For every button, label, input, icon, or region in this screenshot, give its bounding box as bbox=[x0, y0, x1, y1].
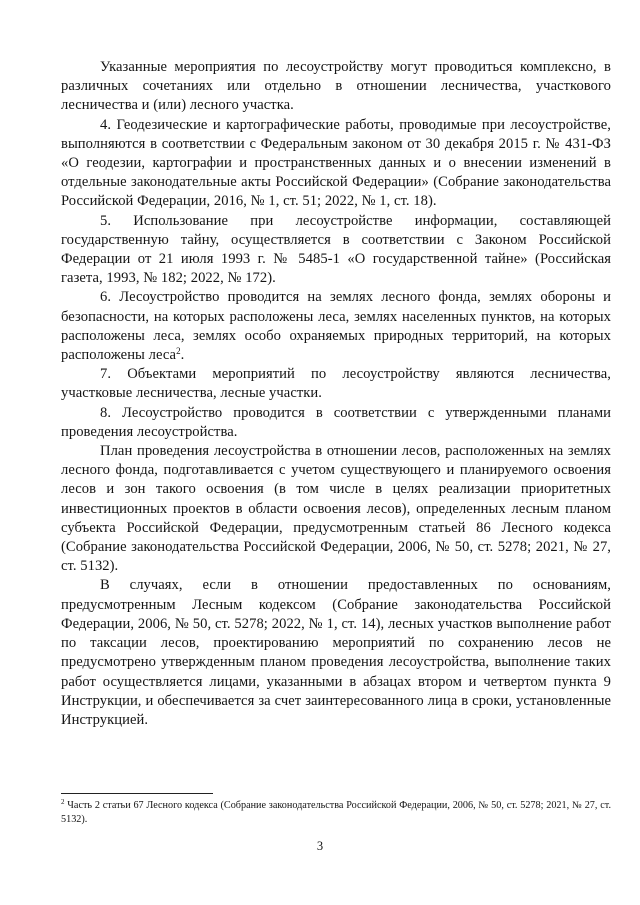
paragraph-item-6 bbox=[61, 288, 611, 365]
document-body bbox=[61, 58, 611, 730]
paragraph-intro: Указанные мероприятия по лесоустройству могут проводиться комплексно, в различных сочетаниях или отдельно в отношении лесничества, участкового лесничества и (или) лесного участка. bbox=[61, 59, 611, 114]
paragraph-cases: В случаях, если в отношении предоставленных по основаниям, предусмотренным Лесным кодексом (Собрание законодательства Российской Федерации, 2006, № 50, ст. 5278; 2022, № 1, ст. 14), лесных участков выполнение работ по таксации лесов, проектированию мероприятий по сохранению лесов не предусмотрено утвержденным планом проведения лесоустройства, выполнение таких работ осуществляется лицами, указанными в абзацах втором и четвертом пункта 9 Инструкции, и обеспечивается за счет заинтересованного лица в сроки, установленные Инструкцией. bbox=[61, 577, 611, 728]
page-number: 3 bbox=[316, 839, 324, 853]
footnote-text: Часть 2 статьи 67 Лесного кодекса (Собрание законодательства Российской Федерации, 2006, № 50, ст. 5278; 2021, № 27, ст. 5132). bbox=[61, 800, 611, 825]
paragraph-item-8: 8. Лесоустройство проводится в соответствии с утвержденными планами проведения лесоустройства. bbox=[61, 404, 611, 440]
paragraph-item-6-text: 6. Лесоустройство проводится на землях лесного фонда, землях обороны и безопасности, на которых расположены леса, землях населенных пунктов, на которых расположены леса, землях особо охраняемых природных территорий, на которых расположены леса bbox=[61, 289, 611, 364]
paragraph-item-6-end: . bbox=[180, 347, 185, 364]
footnote bbox=[61, 799, 611, 826]
footnote-number: 2 bbox=[61, 798, 65, 806]
footnote-reference[interactable]: 2 bbox=[176, 346, 181, 357]
paragraph-item-4: 4. Геодезические и картографические работы, проводимые при лесоустройстве, выполняются в соответствии с Федеральным законом от 30 декабря 2015 г. № 431-ФЗ «О геодезии, картографии и пространственных данных и о внесении изменений в отдельные законодательные акты Российской Федерации» (Собрание законодательства Российской Федерации, 2016, № 1, ст. 51; 2022, № 1, ст. 18). bbox=[61, 116, 611, 210]
paragraph-item-5: 5. Использование при лесоустройстве информации, составляющей государственную тайну, осуществляется в соответствии с Законом Российской Федерации от 21 июля 1993 г. № 5485-1 «О государственной тайне» (Российская газета, 1993, № 182; 2022, № 172). bbox=[61, 212, 611, 287]
paragraph-plan: План проведения лесоустройства в отношении лесов, расположенных на землях лесного фонда, подготавливается с учетом существующего и планируемого освоения лесов и зон такого освоения (в том числе в целях реализации приоритетных инвестиционных проектов в области освоения лесов), определенных лесным планом субъекта Российской Федерации, предусмотренным статьей 86 Лесного кодекса (Собрание законодательства Российской Федерации, 2006, № 50, ст. 5278; 2021, № 27, ст. 5132). bbox=[61, 443, 611, 575]
paragraph-item-7: 7. Объектами мероприятий по лесоустройству являются лесничества, участковые лесничества, лесные участки. bbox=[61, 366, 611, 402]
footnote-divider bbox=[61, 793, 213, 794]
